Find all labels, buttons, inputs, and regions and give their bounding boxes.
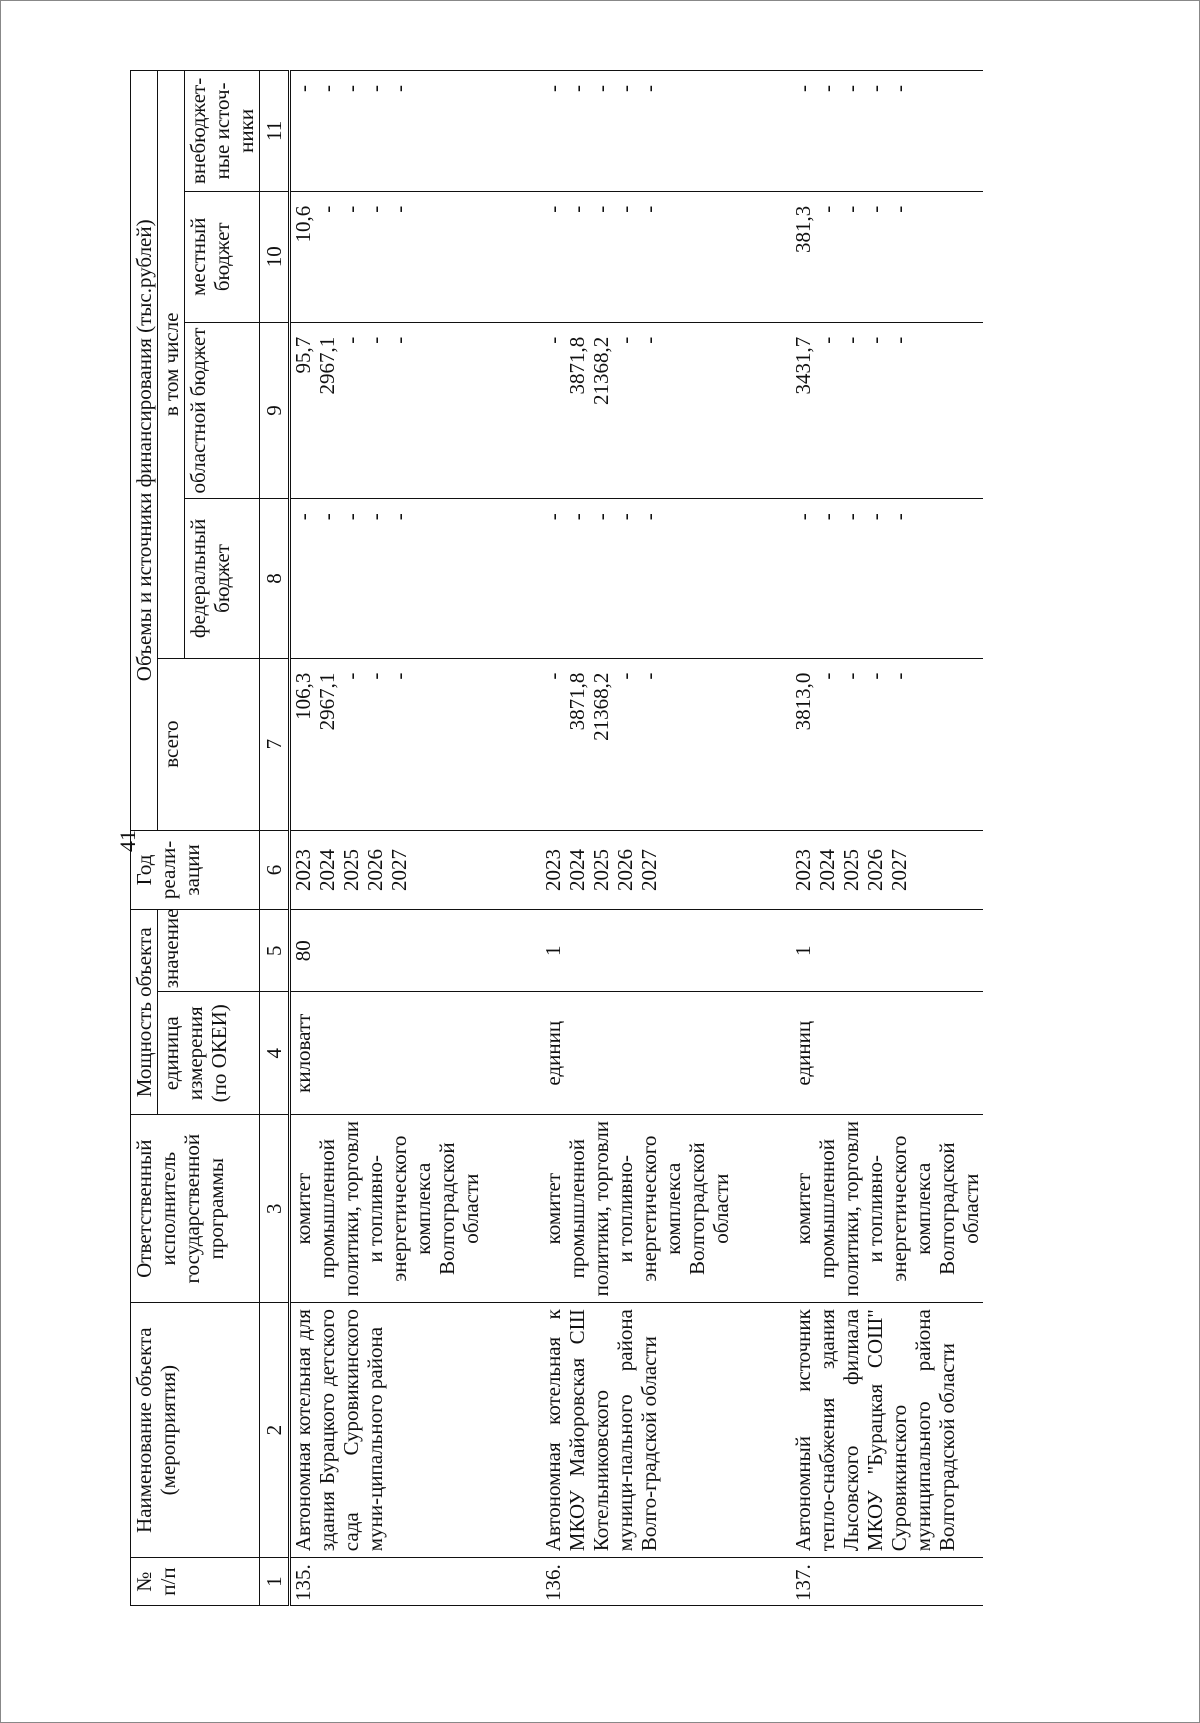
- local-amount: -: [541, 205, 565, 213]
- capacity-value: 80: [290, 910, 484, 992]
- total-amount: -: [887, 672, 911, 680]
- regional-cell: [791, 322, 983, 499]
- federal-amount: -: [339, 513, 363, 521]
- year: 2023: [791, 848, 815, 891]
- header-unit: единица измерения (по ОКЕИ): [158, 992, 260, 1115]
- unit: единиц: [791, 992, 983, 1115]
- column-number: 5: [260, 910, 290, 992]
- regional-amount: 21368,2: [589, 336, 613, 405]
- year: 2023: [291, 848, 315, 891]
- spacer-cell: [483, 322, 541, 499]
- local-amount: -: [387, 205, 411, 213]
- total-amount: -: [339, 672, 363, 680]
- capacity-value: 1: [541, 910, 733, 992]
- federal-amount: -: [815, 513, 839, 521]
- federal-amount: -: [315, 513, 339, 521]
- local-amount: -: [887, 205, 911, 213]
- extra-amount: -: [637, 85, 661, 92]
- regional-amount: -: [839, 336, 863, 344]
- federal-amount: -: [363, 513, 387, 521]
- extra-cell: [791, 71, 983, 192]
- extra-cell: [541, 71, 733, 192]
- year: 2024: [815, 848, 839, 891]
- page-number: 41: [115, 830, 140, 852]
- local-amount: 381,3: [791, 205, 815, 254]
- spacer-cell: [733, 658, 791, 830]
- local-amount: -: [815, 205, 839, 213]
- executor: комитет промышленной политики, торговли и топливно-энергетического комплекса Волгоградской области: [541, 1115, 733, 1303]
- spacer-cell: [733, 1115, 791, 1303]
- header-including: в том числе: [158, 71, 185, 659]
- header-value: значение: [158, 910, 260, 992]
- local-cell: [541, 191, 733, 322]
- extra-amount: -: [589, 85, 613, 92]
- header-regional: областной бюджет: [185, 322, 260, 499]
- table-row: [290, 71, 484, 1606]
- federal-amount: -: [887, 513, 911, 521]
- regional-amount: -: [887, 336, 911, 344]
- column-number: 4: [260, 992, 290, 1115]
- extra-amount: -: [839, 85, 863, 92]
- header-funding: Объемы и источники финансирования (тыс.рублей): [131, 71, 158, 831]
- regional-amount: -: [637, 336, 661, 344]
- unit: киловатт: [290, 992, 484, 1115]
- spacer-cell: [733, 71, 791, 192]
- row-number: 135.: [290, 1558, 484, 1606]
- year: 2027: [637, 848, 661, 891]
- total-amount: 2967,1: [315, 672, 339, 731]
- object-name: Автономный источник тепло-снабжения здания Лысовского филиала МКОУ "Бурацкая СОШ" Суровикинского муниципального района Волгоградской области: [791, 1303, 983, 1558]
- extra-amount: -: [815, 85, 839, 92]
- header-num: № п/п: [131, 1558, 260, 1606]
- total-amount: 3871,8: [565, 672, 589, 731]
- spacer-cell: [483, 191, 541, 322]
- header-year: Год реали-зации: [131, 830, 260, 910]
- year: 2026: [863, 848, 887, 891]
- header-federal: федеральный бюджет: [185, 499, 260, 658]
- total-amount: -: [363, 672, 387, 680]
- local-cell: [290, 191, 484, 322]
- table-body: [290, 71, 984, 1606]
- years-cell: [791, 830, 983, 910]
- federal-amount: -: [387, 513, 411, 521]
- local-amount: -: [363, 205, 387, 213]
- column-number: 6: [260, 830, 290, 910]
- extra-amount: -: [291, 85, 315, 92]
- extra-amount: -: [339, 85, 363, 92]
- regional-amount: -: [541, 336, 565, 344]
- local-amount: -: [339, 205, 363, 213]
- local-amount: 10,6: [291, 205, 315, 243]
- regional-amount: -: [387, 336, 411, 344]
- row-spacer: [733, 71, 791, 1606]
- regional-amount: -: [815, 336, 839, 344]
- executor: комитет промышленной политики, торговли и топливно-энергетического комплекса Волгоградской области: [290, 1115, 484, 1303]
- spacer-cell: [483, 658, 541, 830]
- regional-cell: [541, 322, 733, 499]
- column-number: 7: [260, 658, 290, 830]
- regional-amount: -: [339, 336, 363, 344]
- spacer-cell: [483, 1558, 541, 1606]
- spacer-cell: [483, 830, 541, 910]
- year: 2025: [839, 848, 863, 891]
- spacer-cell: [733, 499, 791, 658]
- total-cell: [541, 658, 733, 830]
- regional-amount: 3871,8: [565, 336, 589, 395]
- capacity-value: 1: [791, 910, 983, 992]
- column-number: 8: [260, 499, 290, 658]
- regional-cell: [290, 322, 484, 499]
- regional-amount: 2967,1: [315, 336, 339, 395]
- extra-amount: -: [863, 85, 887, 92]
- federal-cell: [791, 499, 983, 658]
- header-total: всего: [158, 658, 260, 830]
- column-number: 11: [260, 71, 290, 192]
- row-number: 137.: [791, 1558, 983, 1606]
- column-number: 10: [260, 191, 290, 322]
- spacer-cell: [483, 992, 541, 1115]
- table-row: [541, 71, 733, 1606]
- years-cell: [290, 830, 484, 910]
- year: 2023: [541, 848, 565, 891]
- spacer-cell: [733, 992, 791, 1115]
- spacer-cell: [733, 830, 791, 910]
- row-spacer: [483, 71, 541, 1606]
- extra-amount: -: [387, 85, 411, 92]
- unit: единиц: [541, 992, 733, 1115]
- spacer-cell: [483, 1115, 541, 1303]
- header-extra: внебюджет-ные источ-ники: [185, 71, 260, 192]
- total-amount: -: [863, 672, 887, 680]
- regional-amount: -: [613, 336, 637, 344]
- federal-amount: -: [637, 513, 661, 521]
- federal-amount: -: [791, 513, 815, 521]
- column-number: 1: [260, 1558, 290, 1606]
- local-cell: [791, 191, 983, 322]
- federal-amount: -: [589, 513, 613, 521]
- total-amount: -: [613, 672, 637, 680]
- object-name: Автономная котельная к МКОУ Майоровская СШ Котельниковского муници-пального района Волго-градской области: [541, 1303, 733, 1558]
- year: 2025: [339, 848, 363, 891]
- year: 2026: [363, 848, 387, 891]
- extra-amount: -: [565, 85, 589, 92]
- row-number: 136.: [541, 1558, 733, 1606]
- table-row: [791, 71, 983, 1606]
- local-amount: -: [565, 205, 589, 213]
- column-number: 2: [260, 1303, 290, 1558]
- total-amount: -: [839, 672, 863, 680]
- extra-amount: -: [363, 85, 387, 92]
- local-amount: -: [589, 205, 613, 213]
- program-objects-table: [130, 70, 1168, 1606]
- spacer-cell: [483, 1303, 541, 1558]
- total-amount: -: [387, 672, 411, 680]
- spacer-cell: [733, 910, 791, 992]
- local-amount: -: [613, 205, 637, 213]
- federal-cell: [541, 499, 733, 658]
- spacer-cell: [733, 322, 791, 499]
- local-amount: -: [839, 205, 863, 213]
- federal-amount: -: [613, 513, 637, 521]
- year: 2027: [387, 848, 411, 891]
- extra-amount: -: [613, 85, 637, 92]
- regional-amount: -: [363, 336, 387, 344]
- total-cell: [791, 658, 983, 830]
- years-cell: [541, 830, 733, 910]
- spacer-cell: [483, 499, 541, 658]
- total-amount: -: [637, 672, 661, 680]
- spacer-cell: [733, 191, 791, 322]
- federal-cell: [290, 499, 484, 658]
- header-executor: Ответственный исполнитель государственной программы: [131, 1115, 260, 1303]
- extra-amount: -: [791, 85, 815, 92]
- year: 2026: [613, 848, 637, 891]
- total-amount: 106,3: [291, 672, 315, 720]
- object-name: Автономная котельная для здания Бурацкого детского сада Суровикинского муни-ципального района: [290, 1303, 484, 1558]
- total-amount: 21368,2: [589, 672, 613, 741]
- header-name: Наименование объекта (мероприятия): [131, 1303, 260, 1558]
- total-amount: -: [541, 672, 565, 680]
- regional-amount: 3431,7: [791, 336, 815, 395]
- header-capacity: Мощность объекта: [131, 910, 158, 1115]
- spacer-cell: [733, 1303, 791, 1558]
- federal-amount: -: [541, 513, 565, 521]
- year: 2025: [589, 848, 613, 891]
- year: 2024: [315, 848, 339, 891]
- spacer-cell: [483, 71, 541, 192]
- column-number: 9: [260, 322, 290, 499]
- extra-cell: [290, 71, 484, 192]
- federal-amount: -: [839, 513, 863, 521]
- column-number: 3: [260, 1115, 290, 1303]
- total-cell: [290, 658, 484, 830]
- extra-amount: -: [541, 85, 565, 92]
- spacer-cell: [733, 1558, 791, 1606]
- federal-amount: -: [863, 513, 887, 521]
- regional-amount: -: [863, 336, 887, 344]
- local-amount: -: [315, 205, 339, 213]
- regional-amount: 95,7: [291, 336, 315, 374]
- year: 2027: [887, 848, 911, 891]
- local-amount: -: [637, 205, 661, 213]
- spacer-cell: [483, 910, 541, 992]
- total-amount: -: [815, 672, 839, 680]
- federal-amount: -: [565, 513, 589, 521]
- local-amount: -: [863, 205, 887, 213]
- year: 2024: [565, 848, 589, 891]
- extra-amount: -: [887, 85, 911, 92]
- total-amount: 3813,0: [791, 672, 815, 731]
- header-local: местный бюджет: [185, 191, 260, 322]
- extra-amount: -: [315, 85, 339, 92]
- executor: комитет промышленной политики, торговли и топливно-энергетического комплекса Волгоградской области: [791, 1115, 983, 1303]
- federal-amount: -: [291, 513, 315, 521]
